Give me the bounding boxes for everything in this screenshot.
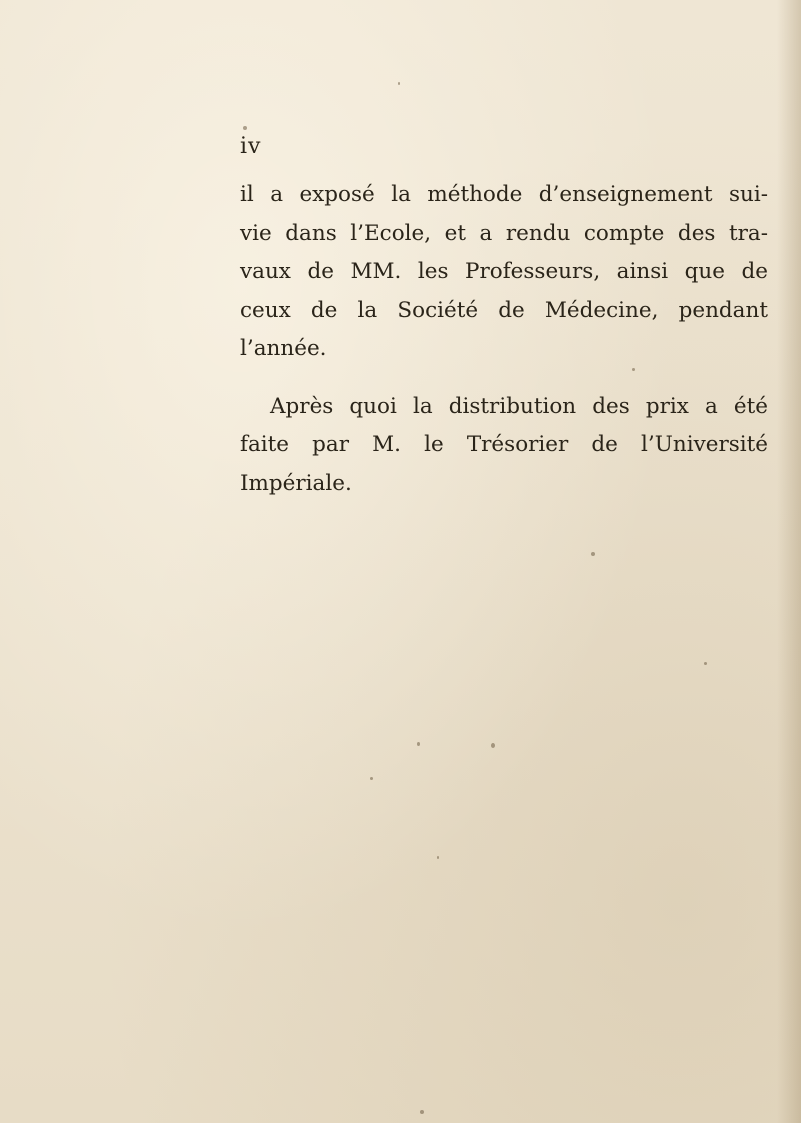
paper-speck — [591, 552, 595, 556]
text-line: l’année. — [240, 336, 327, 361]
text-line: Impériale. — [240, 470, 352, 496]
paper-speck — [417, 742, 420, 746]
text-line: vie dans l’Ecole, et a rendu compte des tra- — [240, 220, 768, 246]
body-text — [240, 176, 768, 503]
paragraph-1 — [240, 176, 768, 369]
paper-speck — [398, 82, 400, 85]
paragraph-spacer — [240, 369, 768, 388]
paper-speck — [370, 777, 373, 780]
paper-speck — [420, 1110, 424, 1114]
text-line: il a exposé la méthode d’enseignement sui- — [240, 182, 768, 207]
page-number: iv — [240, 134, 262, 159]
text-line: Après quoi la distribution des prix a été — [270, 393, 768, 419]
paper-speck — [491, 743, 495, 748]
text-line: ceux de la Société de Médecine, pendant — [240, 297, 768, 323]
paper-speck — [243, 126, 247, 130]
paragraph-2 — [240, 388, 768, 504]
text-line: vaux de MM. les Professeurs, ainsi que de — [240, 259, 768, 284]
text-line: faite par M. le Trésorier de l’Université — [240, 432, 768, 457]
paper-speck — [437, 856, 439, 859]
paper-speck — [632, 368, 635, 371]
paper-speck — [704, 662, 707, 665]
page-edge-shadow — [777, 0, 801, 1123]
